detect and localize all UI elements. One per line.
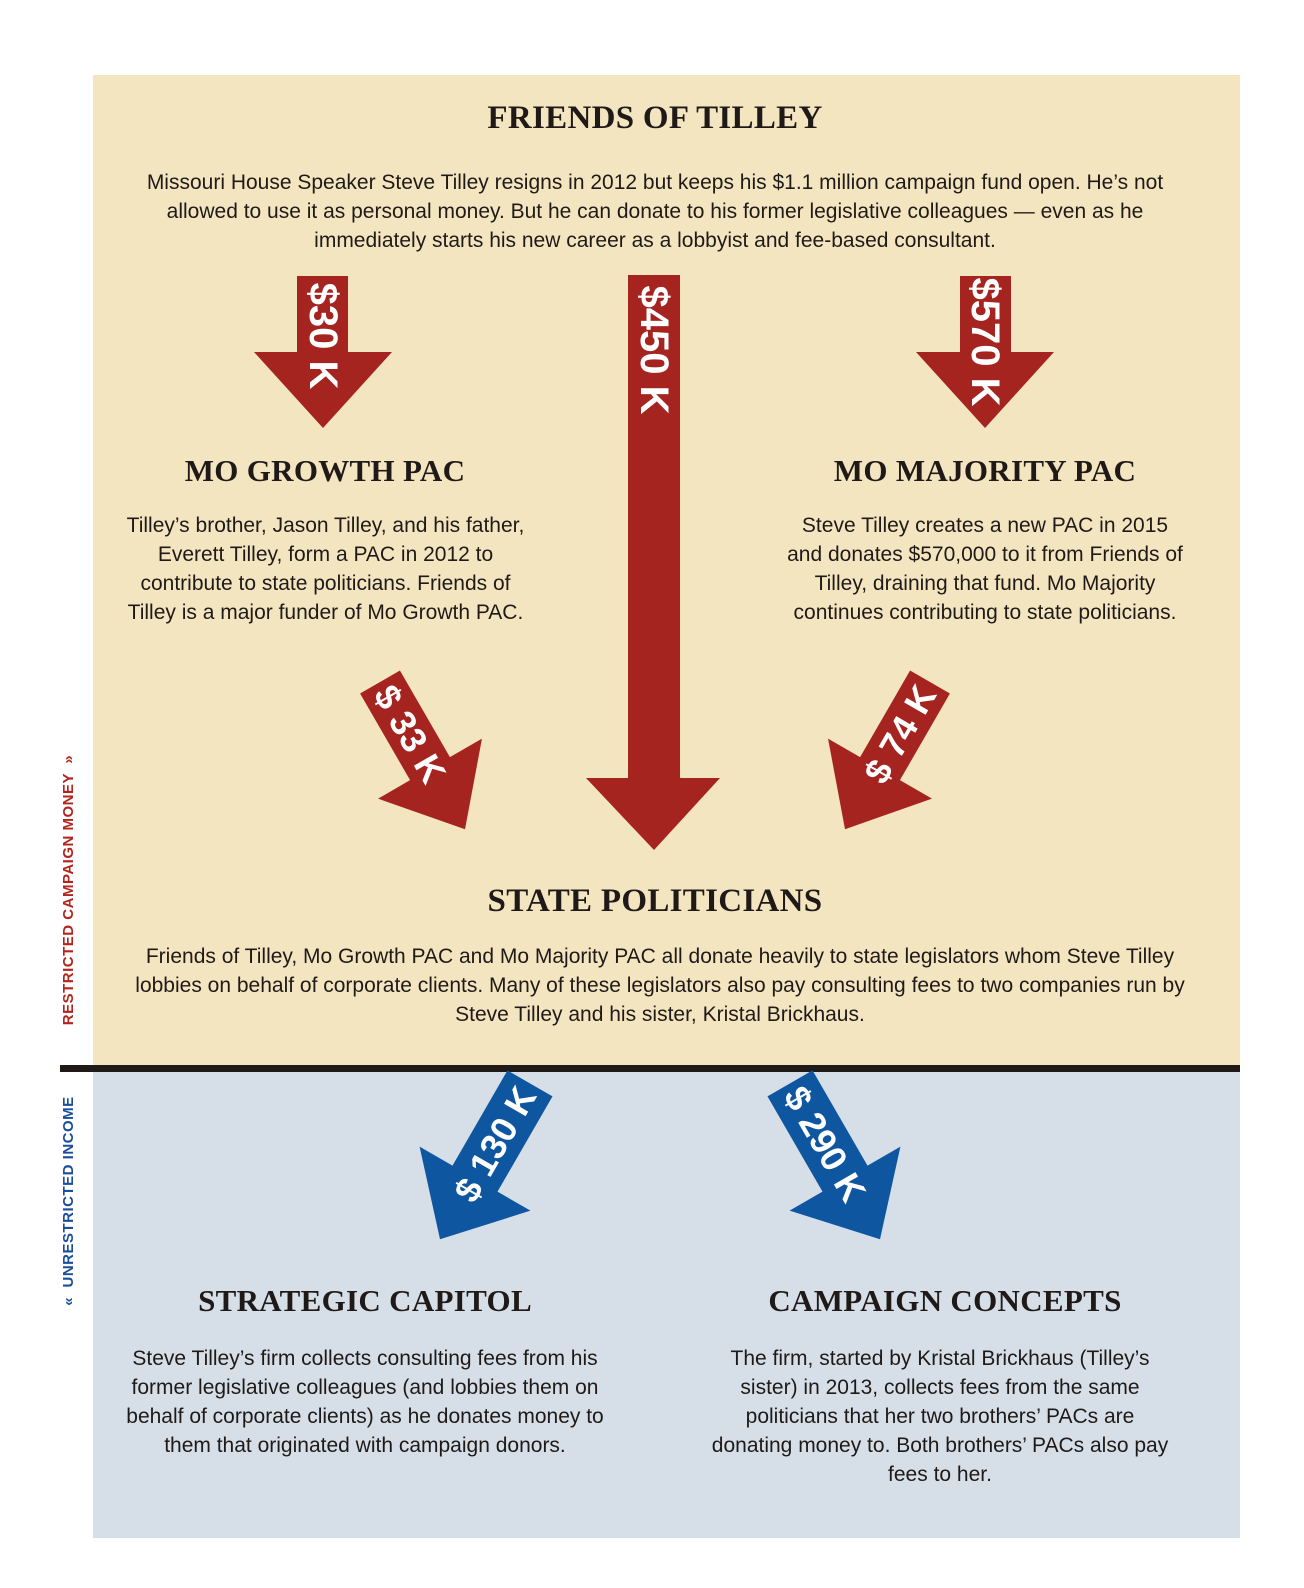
campaign-concepts-description: The firm, started by Kristal Brickhaus (Tilley’s sister) in 2013, collects fees from the same politicians that her two brothers’ PACs are donating money to. Both brothers’ PACs also pay fees to her. xyxy=(711,1347,1169,1486)
flow-arrow-to-state-politicians xyxy=(586,275,720,850)
strategic-capitol-title: STRATEGIC CAPITOL xyxy=(198,1283,532,1318)
chevron-right-icon: » xyxy=(60,754,77,764)
flow-arrow-to-mo-majority xyxy=(916,276,1054,428)
state-politicians-title: STATE POLITICIANS xyxy=(487,883,823,919)
flow-arrow-mo-growth-to-politicians xyxy=(328,652,517,859)
flow-amount-to-campaign-concepts: $ 290 K xyxy=(775,1079,875,1209)
friends-of-tilley-title: FRIENDS OF TILLEY xyxy=(487,100,823,136)
restricted-campaign-money-label: RESTRICTED CAMPAIGN MONEY » xyxy=(60,754,77,1026)
chevron-left-icon: « xyxy=(60,1296,77,1306)
mo-growth-pac-description: Tilley’s brother, Jason Tilley, and his father, Everett Tilley, form a PAC in 2012 to contribute to state politicians. Friends of Tilley is a major funder of Mo Growth PAC. xyxy=(126,514,525,624)
flow-amount-to-mo-growth: $30 K xyxy=(301,282,345,390)
state-politicians-description: Friends of Tilley, Mo Growth PAC and Mo Majority PAC all donate heavily to state legislators whom Steve Tilley lobbies on behalf of corporate clients. Many of these legislators also pay consulting fees to two companies run by Steve Tilley and his sister, Kristal Brickhaus. xyxy=(135,945,1185,1026)
flow-amount-mo-growth-to-politicians: $ 33 K xyxy=(365,677,455,791)
friends-of-tilley-description: Missouri House Speaker Steve Tilley resigns in 2012 but keeps his $1.1 million campaign fund open. He’s not allowed to use it as personal money. But he can donate to his former legislative colleagues — even as he immediately starts his new career as a lobbyist and fee-based consultant. xyxy=(146,171,1164,252)
campaign-concepts-title: CAMPAIGN CONCEPTS xyxy=(768,1283,1122,1318)
flow-arrow-to-strategic-capitol xyxy=(385,1051,586,1271)
mo-majority-pac-description: Steve Tilley creates a new PAC in 2015 and donates $570,000 to it from Friends of Tilley, draining that fund. Mo Majority continues contributing to state politicians. xyxy=(787,514,1183,624)
flow-arrow-to-mo-growth xyxy=(254,276,392,428)
flow-amount-to-mo-majority: $570 K xyxy=(963,277,1007,407)
mo-majority-pac-title: MO MAJORITY PAC xyxy=(833,453,1137,488)
mo-growth-pac-title: MO GROWTH PAC xyxy=(184,453,466,488)
flow-amount-mo-majority-to-politicians: $ 74 K xyxy=(855,677,945,791)
flow-amount-to-strategic-capitol: $ 130 K xyxy=(445,1079,545,1209)
unrestricted-income-label: « UNRESTRICTED INCOME xyxy=(60,1096,77,1306)
flow-arrow-to-campaign-concepts xyxy=(735,1051,936,1271)
flow-arrow-mo-majority-to-politicians xyxy=(793,652,982,859)
flow-amount-to-state-politicians: $450 K xyxy=(632,285,676,415)
strategic-capitol-description: Steve Tilley’s firm collects consulting fees from his former legislative colleagues (and lobbies them on behalf of corporate clients) as he donates money to them that originated with campaign donors. xyxy=(126,1347,604,1457)
